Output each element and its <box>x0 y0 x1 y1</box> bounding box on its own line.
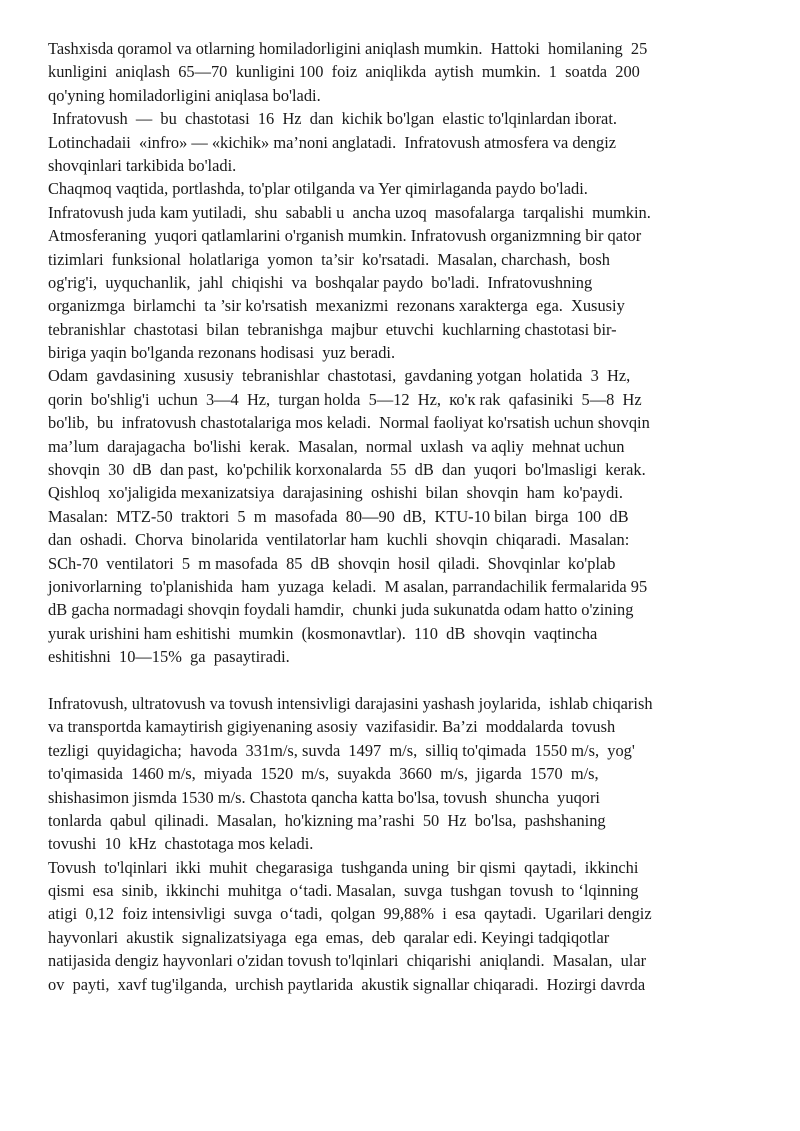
text-line: Infratovush, ultratovush va tovush intensivligi darajasini yashash joylarida, ishlab chiqarish <box>48 693 653 713</box>
text-line: Chaqmoq vaqtida, portlashda, to'plar otilganda va Yer qimirlaganda paydo bo'ladi. <box>48 179 588 199</box>
paragraph-gap <box>48 669 748 692</box>
text-line: Atmosferaning yuqori qatlamlarini o'rganish mumkin. Infratovush organizmning bir qator <box>48 226 642 246</box>
text-line: to'qimasida 1460 m/s, miyada 1520 m/s, suyakda 3660 m/s, jigarda 1570 m/s, <box>48 764 599 784</box>
text-line: va transportda kamaytirish gigiyenaning asosiy vazifasidir. Ba’zi moddalarda tovush <box>48 717 616 737</box>
text-line: organizmga birlamchi ta ’sir ko'rsatish mexanizmi rezonans xarakterga ega. Xususiy <box>48 296 625 316</box>
text-line: ov payti, xavf tug'ilganda, urchish paytlarida akustik signallar chiqaradi. Hozirgi davrda <box>48 974 646 994</box>
text-line: Qishloq xo'jaligida mexanizatsiya darajasining oshishi bilan shovqin ham ko'paydi. <box>48 483 623 503</box>
text-line: Tashxisda qoramol va otlarning homiladorligini aniqlash mumkin. Hattoki homilaning 25 <box>48 39 648 58</box>
document-body-text <box>48 37 748 996</box>
text-line: tovushi 10 kHz chastotaga mos keladi. <box>48 834 314 854</box>
text-line: jonivorlarning to'planishida ham yuzaga keladi. M asalan, parrandachilik fermalarida 95 <box>48 576 648 596</box>
text-line: SCh-70 ventilatori 5 m masofada 85 dB shovqin hosil qiladi. Shovqinlar ko'plab <box>48 553 616 573</box>
text-line: ma’lum darajagacha bo'lishi kerak. Masalan, normal uxlash va aqliy mehnat uchun <box>48 436 625 456</box>
text-line: eshitishni 10—15% ga pasaytiradi. <box>48 647 290 667</box>
text-line: tizimlari funksional holatlariga yomon ta’sir ko'rsatadi. Masalan, charchash, bosh <box>48 249 610 269</box>
text-line: yurak urishini ham eshitishi mumkin (kosmonavtlar). 110 dB shovqin vaqtincha <box>48 623 598 643</box>
text-line: Infratovush juda kam yutiladi, shu sababli u ancha uzoq masofalarga tarqalishi mumkin. <box>48 202 651 222</box>
text-line: og'rig'i, uyquchanlik, jahl chiqishi va boshqalar paydo bo'ladi. Infratovushning <box>48 272 593 292</box>
text-line: Infratovush — bu chastotasi 16 Hz dan kichik bo'lgan elastic to'lqinlardan iborat. <box>48 109 617 129</box>
text-line: Lotinchadaii «infro» — «kichik» ma’noni anglatadi. Infratovush atmosfera va dengiz <box>48 132 617 152</box>
text-line: hayvonlari akustik signalizatsiyaga ega emas, deb qaralar edi. Keyingi tadqiqotlar <box>48 927 610 947</box>
text-line: tonlarda qabul qilinadi. Masalan, ho'kizning ma’rashi 50 Hz bo'lsa, pashshaning <box>48 810 606 830</box>
text-line: Tovush to'lqinlari ikki muhit chegarasiga tushganda uning bir qismi qaytadi, ikkinchi <box>48 857 639 877</box>
text-line: atigi 0,12 foiz intensivligi suvga o‘tadi, qolgan 99,88% i esa qaytadi. Ugarilari dengiz <box>48 904 652 924</box>
text-line: tebranishlar chastotasi bilan tebranishga majbur etuvchi kuchlarning chastotasi bir- <box>48 319 617 339</box>
text-line: dan oshadi. Chorva binolarida ventilatorlar ham kuchli shovqin chiqaradi. Masalan: <box>48 530 630 550</box>
text-line: qo'yning homiladorligini aniqlasa bo'ladi. <box>48 85 321 105</box>
text-line: bo'lib, bu infratovush chastotalariga mos keladi. Normal faoliyat ko'rsatish uchun shovqin <box>48 413 650 433</box>
text-line: biriga yaqin bo'lganda rezonans hodisasi yuz beradi. <box>48 343 396 363</box>
text-line: shovqin 30 dB dan past, ko'pchilik korxonalarda 55 dB dan yuqori bo'lmasligi kerak. <box>48 460 646 480</box>
text-line: shovqinlari tarkibida bo'ladi. <box>48 155 237 175</box>
text-line: qorin bo'shlig'i uchun 3—4 Hz, turgan holda 5—12 Hz, ко'к rak qafasiniki 5—8 Hz <box>48 389 642 409</box>
text-line: Odam gavdasining xususiy tebranishlar chastotasi, gavdaning yotgan holatida 3 Hz, <box>48 366 631 386</box>
text-line: natijasida dengiz hayvonlari o'zidan tovush to'lqinlari chiqarishi aniqlandi. Masalan, ular <box>48 951 647 971</box>
text-line: kunligini aniqlash 65—70 kunligini 100 foiz aniqlikda aytish mumkin. 1 soatda 200 <box>48 62 640 82</box>
text-line: tezligi quyidagicha; havoda 331m/s, suvda 1497 m/s, silliq to'qimada 1550 m/s, yog' <box>48 740 635 760</box>
text-line: qismi esa sinib, ikkinchi muhitga o‘tadi. Masalan, suvga tushgan tovush to ‘lqinning <box>48 881 639 901</box>
text-line: shishasimon jismda 1530 m/s. Chastota qancha katta bo'lsa, tovush shuncha yuqori <box>48 787 600 807</box>
text-line: Masalan: MTZ-50 traktori 5 m masofada 80—90 dB, KTU-10 bilan birga 100 dB <box>48 506 629 526</box>
text-line: dB gacha normadagi shovqin foydali hamdir, chunki juda sukunatda odam hatto o'zining <box>48 600 634 620</box>
